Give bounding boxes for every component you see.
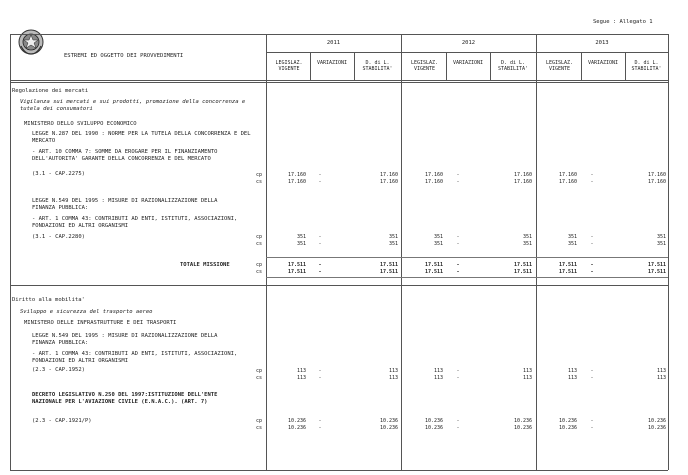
value-cell: 351 [656,241,666,247]
variazione-dash: - [318,262,322,268]
value-cell: 17.511 [287,262,306,268]
value-cell: 10.236 [513,418,532,424]
row-label-cs: cs [256,179,263,185]
col-variazioni: VARIAZIONI [316,60,348,66]
value-cell: 351 [433,241,443,247]
value-cell: 17.160 [424,172,443,178]
legge-title: LEGGE N.549 DEL 1995 : MISURE DI RAZIONALIZZAZIONE DELLA FINANZA PUBBLICA: [32,333,218,346]
variazione-dash: - [590,269,594,275]
value-cell: 113 [388,368,398,374]
variazione-dash: - [318,179,322,185]
value-cell: 17.160 [424,179,443,185]
value-cell: 113 [656,368,666,374]
col-dl: D. di L. STABILITA' [631,60,662,72]
col-sep [536,34,537,470]
value-cell: 113 [522,368,532,374]
value-cell: 10.236 [513,425,532,431]
totale-missione-label: TOTALE MISSIONE [180,262,230,268]
variazione-dash: - [456,172,460,178]
value-cell: 10.236 [379,425,398,431]
value-cell: 10.236 [647,418,666,424]
value-cell: 17.511 [424,269,443,275]
col-variazioni: VARIAZIONI [587,60,619,66]
variazione-dash: - [456,241,460,247]
row-label-cp: cp [256,368,263,374]
col-legislaz: LEGISLAZ. VIGENTE [545,60,574,72]
value-cell: 17.160 [513,179,532,185]
value-cell: 113 [296,368,306,374]
row-label-cs: cs [256,375,263,381]
value-cell: 351 [656,234,666,240]
year-2011: 2011 [326,40,341,46]
legge-article: - ART. 1 COMMA 43: CONTRIBUTI AD ENTI, ISTITUTI, ASSOCIAZIONI, FONDAZIONI ED ALTRI ORGANISMI [32,216,238,229]
value-cell: 17.511 [513,269,532,275]
value-cell: 351 [433,234,443,240]
row-label-cp: cp [256,262,263,268]
emblem-of-italy-icon [17,28,45,56]
value-cell: 351 [522,241,532,247]
value-cell: 17.511 [558,262,577,268]
value-cell: 10.236 [424,425,443,431]
legge-article: - ART. 10 COMMA 7: SOMME DA EROGARE PER IL FINANZIAMENTO DELL'AUTORITA' GARANTE DELLA CONCORRENZA E DEL MERCATO [32,149,218,162]
col-dl: D. di L. STABILITA' [497,60,529,72]
value-cell: 17.511 [379,262,398,268]
variazione-dash: - [590,234,594,240]
value-cell: 10.236 [647,425,666,431]
variazione-dash: - [318,269,322,275]
value-cell: 10.236 [424,418,443,424]
col-sep [266,34,267,470]
value-cell: 17.160 [558,172,577,178]
year-2013: 2013 [595,40,609,46]
value-cell: 113 [522,375,532,381]
variazione-dash: - [456,179,460,185]
variazione-dash: - [456,375,460,381]
variazione-dash: - [318,241,322,247]
legge-title: DECRETO LEGISLATIVO N.250 DEL 1997:ISTITUZIONE DELL'ENTE NAZIONALE PER L'AVIAZIONE CIVILE (E.N.A.C.). (ART. 7) [32,392,218,405]
legge-code: (3.1 - CAP.2275) [32,171,85,177]
value-cell: 17.511 [558,269,577,275]
value-cell: 351 [567,234,577,240]
value-cell: 113 [433,375,443,381]
ministero-title: MINISTERO DELLO SVILUPPO ECONOMICO [24,121,137,127]
value-cell: 10.236 [558,425,577,431]
legge-code: (2.3 - CAP.1952) [32,367,85,373]
value-cell: 10.236 [379,418,398,424]
value-cell: 17.511 [647,269,666,275]
ministero-title: MINISTERO DELLE INFRASTRUTTURE E DEI TRASPORTI [24,320,177,326]
value-cell: 17.511 [287,269,306,275]
value-cell: 113 [388,375,398,381]
missione-title: Regolazione dei mercati [12,88,89,94]
variazione-dash: - [590,179,594,185]
row-label-cs: cs [256,425,263,431]
page-marker: Segue : Allegato 1 [593,19,653,25]
value-cell: 17.160 [558,179,577,185]
variazione-dash: - [456,269,460,275]
value-cell: 17.160 [647,172,666,178]
variazione-dash: - [590,425,594,431]
missione-title: Diritto alla mobilita' [12,297,85,303]
value-cell: 351 [567,241,577,247]
value-cell: 17.160 [647,179,666,185]
col-dl: D. di L. STABILITA' [362,60,393,72]
legge-title: LEGGE N.549 DEL 1995 : MISURE DI RAZIONALIZZAZIONE DELLA FINANZA PUBBLICA: [32,198,218,211]
value-cell: 351 [296,234,306,240]
value-cell: 10.236 [287,418,306,424]
value-cell: 113 [296,375,306,381]
value-cell: 10.236 [558,418,577,424]
variazione-dash: - [456,368,460,374]
variazione-dash: - [590,262,594,268]
value-cell: 17.160 [379,179,398,185]
value-cell: 17.511 [424,262,443,268]
variazione-dash: - [318,418,322,424]
variazione-dash: - [590,241,594,247]
frame-left [10,34,11,470]
variazione-dash: - [590,172,594,178]
programma-title: Vigilanza sui mercati e sui prodotti, promozione della concorrenza e tutela dei consumatori [20,99,246,112]
variazione-dash: - [590,418,594,424]
variazione-dash: - [590,368,594,374]
value-cell: 351 [296,241,306,247]
legge-code: (2.3 - CAP.1921/P) [32,418,92,424]
value-cell: 10.236 [287,425,306,431]
variazione-dash: - [318,425,322,431]
value-cell: 113 [567,368,577,374]
variazione-dash: - [456,418,460,424]
legge-article: - ART. 1 COMMA 43: CONTRIBUTI AD ENTI, ISTITUTI, ASSOCIAZIONI, FONDAZIONI ED ALTRI ORGANISMI [32,351,238,364]
col-legislaz: LEGISLAZ. VIGENTE [275,60,303,72]
value-cell: 17.511 [647,262,666,268]
value-cell: 113 [656,375,666,381]
value-cell: 17.160 [513,172,532,178]
row-label-cs: cs [256,241,263,247]
variazione-dash: - [318,172,322,178]
row-label-cp: cp [256,418,263,424]
col-variazioni: VARIAZIONI [452,60,484,66]
value-cell: 113 [567,375,577,381]
row-label-cs: cs [256,269,263,275]
row-label-cp: cp [256,172,263,178]
value-cell: 351 [388,234,398,240]
variazione-dash: - [456,234,460,240]
value-cell: 351 [522,234,532,240]
value-cell: 17.160 [287,172,306,178]
year-2012: 2012 [461,40,476,46]
variazione-dash: - [318,234,322,240]
value-cell: 17.160 [287,179,306,185]
value-cell: 17.511 [379,269,398,275]
variazione-dash: - [318,375,322,381]
variazione-dash: - [456,425,460,431]
programma-title: Sviluppo e sicurezza del trasporto aereo [20,309,153,315]
frame-right [668,34,669,470]
variazione-dash: - [590,375,594,381]
legge-code: (3.1 - CAP.2280) [32,234,85,240]
value-cell: 351 [388,241,398,247]
legge-title: LEGGE N.287 DEL 1990 : NORME PER LA TUTELA DELLA CONCORRENZA E DEL MERCATO [32,131,251,144]
variazione-dash: - [456,262,460,268]
value-cell: 17.511 [513,262,532,268]
value-cell: 113 [433,368,443,374]
col-sep [401,34,402,470]
row-label-cp: cp [256,234,263,240]
variazione-dash: - [318,368,322,374]
col-legislaz: LEGISLAZ. VIGENTE [410,60,439,72]
value-cell: 17.160 [379,172,398,178]
header-title: ESTREMI ED OGGETTO DEI PROVVEDIMENTI [64,53,184,59]
